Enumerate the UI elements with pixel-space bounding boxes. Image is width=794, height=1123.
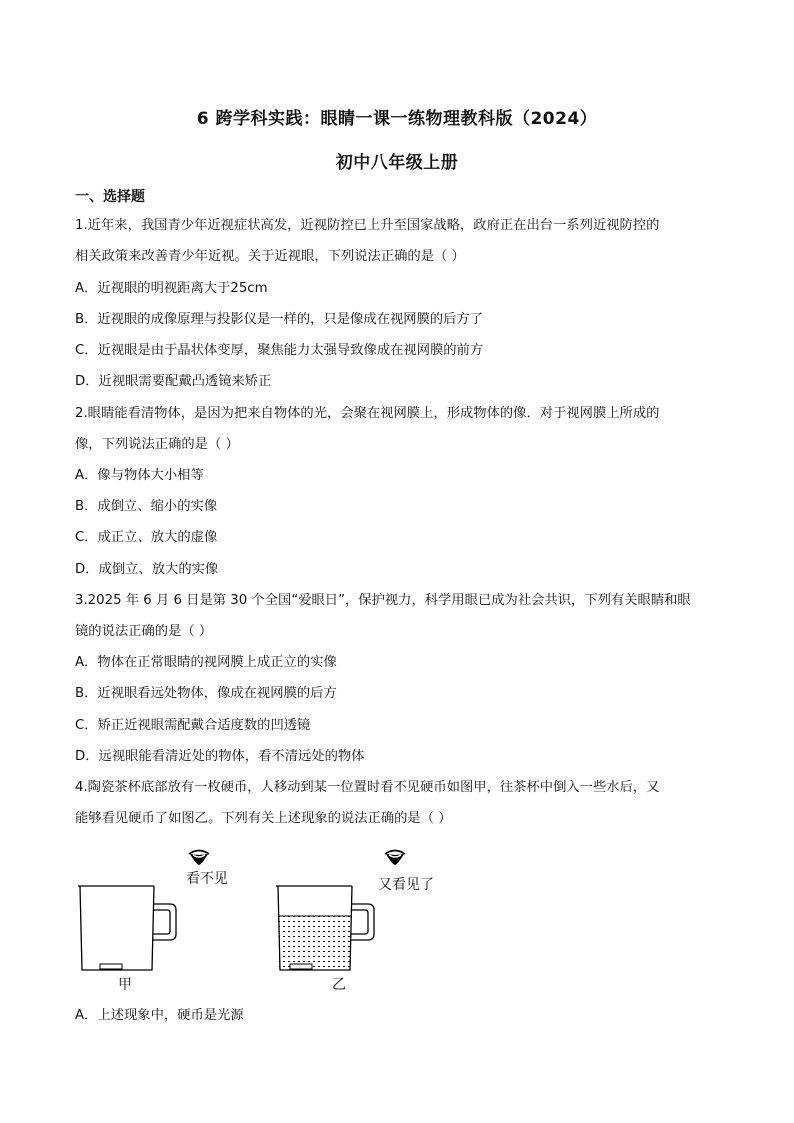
question-2-option-c: C．成正立、放大的虚像 bbox=[75, 530, 218, 545]
coin bbox=[100, 964, 122, 969]
cup-with-water bbox=[272, 884, 382, 974]
question-4-text-line-2: 能够看见硬币了如图乙。下列有关上述现象的说法正确的是（ ） bbox=[75, 811, 452, 826]
question-2-option-a: A．像与物体大小相等 bbox=[75, 468, 204, 483]
question-3-option-c: C．矫正近视眼需配戴合适度数的凹透镜 bbox=[75, 718, 311, 733]
question-2-text-line-2: 像，下列说法正确的是（ ） bbox=[75, 437, 239, 452]
question-2-option-d: D．成倒立、放大的实像 bbox=[75, 562, 219, 577]
question-1-option-d: D．近视眼需要配戴凸透镜来矫正 bbox=[75, 374, 272, 389]
eye-icon bbox=[384, 848, 406, 866]
question-1-option-c: C．近视眼是由于晶状体变厚，聚焦能力太强导致像成在视网膜的前方 bbox=[75, 343, 484, 358]
question-3-option-d: D．远视眼能看清近处的物体，看不清远处的物体 bbox=[75, 749, 365, 764]
right-caption: 又看见了 bbox=[378, 877, 434, 893]
question-2-option-b: B．成倒立、缩小的实像 bbox=[75, 499, 218, 514]
question-1-text-line-1: 1.近年来，我国青少年近视症状高发，近视防控已上升至国家战略，政府正在出台一系列近视防控的 bbox=[75, 218, 660, 233]
question-4-option-a: A．上述现象中，硬币是光源 bbox=[75, 1008, 244, 1023]
cup-empty bbox=[74, 884, 184, 974]
question-3-text-line-1: 3.2025 年 6 月 6 日是第 30 个全国“爱眼日”，保护视力，科学用眼已成为社会共识，下列有关眼睛和眼 bbox=[75, 593, 691, 608]
document-title: 6 跨学科实践：眼睛一课一练物理教科版（2024） bbox=[196, 109, 598, 129]
eye-icon bbox=[188, 848, 210, 866]
left-label: 甲 bbox=[118, 977, 132, 993]
cup-coin-figure bbox=[70, 838, 470, 998]
right-label: 乙 bbox=[332, 977, 346, 993]
question-3-option-b: B．近视眼看远处物体，像成在视网膜的后方 bbox=[75, 686, 337, 701]
question-4-text-line-1: 4.陶瓷茶杯底部放有一枚硬币，人移动到某一位置时看不见硬币如图甲，往茶杯中倒入一些水后，又 bbox=[75, 780, 660, 795]
question-3-text-line-2: 镜的说法正确的是（ ） bbox=[75, 624, 213, 639]
section-heading: 一、选择题 bbox=[75, 189, 145, 205]
question-1-text-line-2: 相关政策来改善青少年近视。关于近视眼，下列说法正确的是（ ） bbox=[75, 249, 465, 264]
question-1-option-a: A．近视眼的明视距离大于25cm bbox=[75, 281, 268, 296]
question-3-option-a: A．物体在正常眼睛的视网膜上成正立的实像 bbox=[75, 655, 337, 670]
question-1-option-b: B．近视眼的成像原理与投影仪是一样的，只是像成在视网膜的后方了 bbox=[75, 312, 484, 327]
question-2-text-line-1: 2.眼睛能看清物体，是因为把来自物体的光，会聚在视网膜上，形成物体的像．对于视网膜上所成的 bbox=[75, 406, 660, 421]
coin bbox=[290, 964, 312, 969]
left-caption: 看不见 bbox=[186, 871, 228, 887]
document-subtitle: 初中八年级上册 bbox=[335, 153, 459, 173]
